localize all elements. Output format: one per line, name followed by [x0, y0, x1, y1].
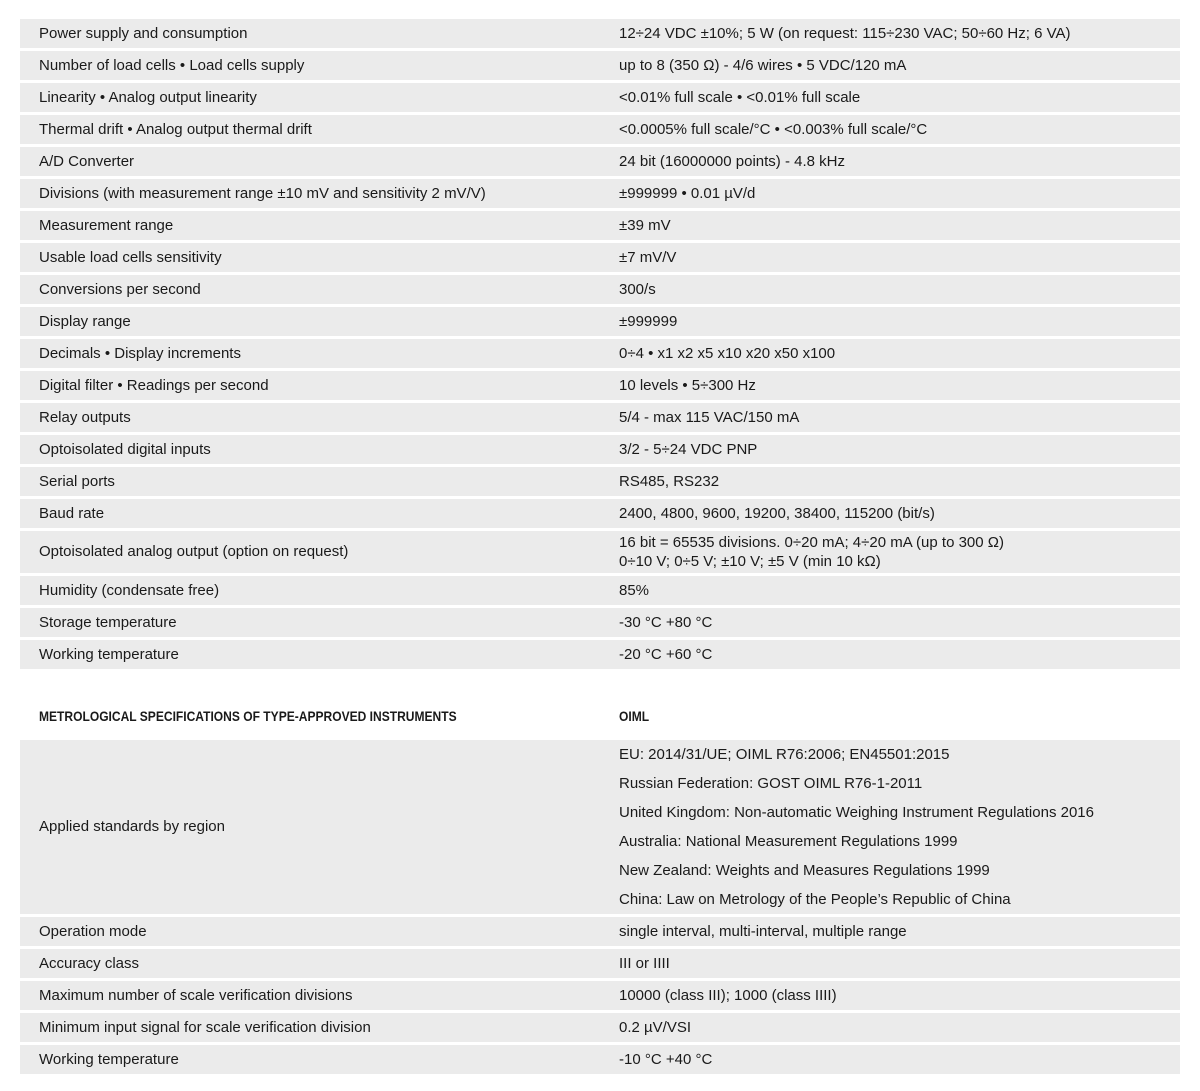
table-row [20, 435, 1180, 467]
spec-value-line: EU: 2014/31/UE; OIML R76:2006; EN45501:2015 [619, 746, 950, 763]
spec-label: Minimum input signal for scale verification division [39, 1018, 371, 1036]
table-row [20, 211, 1180, 243]
spec-value [600, 505, 1180, 523]
spec-value-line: 85% [619, 581, 650, 599]
spec-value-line: single interval, multi-interval, multiple range [619, 922, 907, 940]
spec-value [600, 987, 1180, 1005]
spec-label: Number of load cells • Load cells supply [39, 56, 305, 74]
spec-value [600, 955, 1180, 973]
spec-label: Digital filter • Readings per second [39, 376, 269, 394]
spec-label: Relay outputs [39, 408, 131, 426]
table-row [20, 1045, 1180, 1077]
table-row [20, 576, 1180, 608]
spec-value [600, 740, 1180, 914]
table-row [20, 243, 1180, 275]
spec-value-line: ±999999 • 0.01 µV/d [619, 184, 756, 202]
table-row [20, 467, 1180, 499]
spec-value [600, 313, 1180, 331]
spec-value [600, 217, 1180, 235]
spec-value [600, 409, 1180, 427]
spec-value [600, 57, 1180, 75]
spec-value-line: 12÷24 VDC ±10%; 5 W (on request: 115÷230 VAC; 50÷60 Hz; 6 VA) [619, 24, 1071, 42]
spec-value [600, 345, 1180, 363]
spec-label: Conversions per second [39, 280, 201, 298]
spec-value-line: ±999999 [619, 312, 678, 330]
spec-value-line: 24 bit (16000000 points) - 4.8 kHz [619, 152, 845, 170]
spec-value-line: III or IIII [619, 954, 670, 972]
spec-label: Power supply and consumption [39, 24, 248, 42]
spec-value-line: 2400, 4800, 9600, 19200, 38400, 115200 (bit/s) [619, 504, 935, 522]
table-row [20, 608, 1180, 640]
spec-label: Linearity • Analog output linearity [39, 88, 257, 106]
table-row [20, 147, 1180, 179]
table-row [20, 83, 1180, 115]
table-row [20, 740, 1180, 917]
table-row [20, 275, 1180, 307]
spec-label: Humidity (condensate free) [39, 581, 220, 599]
metrological-specs-table [20, 740, 1180, 1077]
spec-value-line: 0÷10 V; 0÷5 V; ±10 V; ±5 V (min 10 kΩ) [619, 553, 881, 570]
spec-value [600, 923, 1180, 941]
spec-value-line: New Zealand: Weights and Measures Regulations 1999 [619, 862, 990, 879]
metrological-header [20, 703, 1180, 731]
spec-value [600, 582, 1180, 600]
spec-value [600, 1051, 1180, 1069]
spec-value-line: RS485, RS232 [619, 472, 720, 490]
spec-label: Working temperature [39, 645, 179, 663]
metrological-heading-right: OIML [619, 708, 650, 724]
spec-value-line: Australia: National Measurement Regulations 1999 [619, 833, 958, 850]
spec-value [600, 153, 1180, 171]
table-row [20, 179, 1180, 211]
spec-value-line: 300/s [619, 280, 656, 298]
table-row [20, 531, 1180, 576]
spec-value-line: -30 °C +80 °C [619, 613, 713, 631]
spec-value-line: Russian Federation: GOST OIML R76-1-2011 [619, 775, 923, 792]
spec-value [600, 614, 1180, 632]
table-row [20, 640, 1180, 672]
spec-value [600, 646, 1180, 664]
spec-value-line: 10000 (class III); 1000 (class IIII) [619, 986, 837, 1004]
spec-value [600, 1019, 1180, 1037]
spec-value [600, 533, 1180, 571]
spec-value-line: 5/4 - max 115 VAC/150 mA [619, 408, 800, 426]
spec-label: Thermal drift • Analog output thermal drift [39, 120, 312, 138]
spec-value-line: 3/2 - 5÷24 VDC PNP [619, 440, 758, 458]
spec-value-line: United Kingdom: Non-automatic Weighing Instrument Regulations 2016 [619, 804, 1094, 821]
table-row [20, 499, 1180, 531]
spec-value [600, 473, 1180, 491]
spec-label: Baud rate [39, 504, 105, 522]
spec-label: Operation mode [39, 922, 147, 940]
table-row [20, 981, 1180, 1013]
spec-value-line: -20 °C +60 °C [619, 645, 713, 663]
spec-value [600, 185, 1180, 203]
spec-label: Measurement range [39, 216, 174, 234]
spec-label: Maximum number of scale verification divisions [39, 986, 353, 1004]
spec-value-line: China: Law on Metrology of the People’s Republic of China [619, 891, 1011, 908]
spec-value [600, 25, 1180, 43]
spec-value [600, 121, 1180, 139]
spec-value [600, 377, 1180, 395]
spec-value-line: ±7 mV/V [619, 248, 677, 266]
spec-value-line: 0÷4 • x1 x2 x5 x10 x20 x50 x100 [619, 344, 836, 362]
spec-label: Working temperature [39, 1050, 179, 1068]
spec-label: Divisions (with measurement range ±10 mV and sensitivity 2 mV/V) [39, 184, 486, 202]
table-row [20, 1013, 1180, 1045]
metrological-heading: METROLOGICAL SPECIFICATIONS OF TYPE-APPROVED INSTRUMENTS [39, 708, 457, 724]
spec-label: Display range [39, 312, 131, 330]
table-row [20, 51, 1180, 83]
spec-value [600, 249, 1180, 267]
spec-value [600, 441, 1180, 459]
spec-value-line: ±39 mV [619, 216, 671, 234]
table-row [20, 339, 1180, 371]
spec-value-line: 0.2 µV/VSI [619, 1018, 692, 1036]
spec-value [600, 281, 1180, 299]
spec-value [600, 89, 1180, 107]
spec-label: Accuracy class [39, 954, 140, 972]
table-row [20, 371, 1180, 403]
spec-label: A/D Converter [39, 152, 135, 170]
spec-label: Applied standards by region [39, 818, 225, 835]
table-row [20, 307, 1180, 339]
technical-specs-table [20, 19, 1180, 672]
spec-label: Serial ports [39, 472, 115, 490]
table-row [20, 949, 1180, 981]
spec-value-line: -10 °C +40 °C [619, 1050, 713, 1068]
spec-label: Storage temperature [39, 613, 177, 631]
table-row [20, 19, 1180, 51]
table-row [20, 917, 1180, 949]
spec-value-line: 16 bit = 65535 divisions. 0÷20 mA; 4÷20 mA (up to 300 Ω) [619, 534, 1004, 551]
spec-label: Usable load cells sensitivity [39, 248, 222, 266]
table-row [20, 403, 1180, 435]
spec-label: Optoisolated analog output (option on request) [39, 543, 349, 560]
spec-value-line: up to 8 (350 Ω) - 4/6 wires • 5 VDC/120 mA [619, 56, 907, 74]
spec-value-line: 10 levels • 5÷300 Hz [619, 376, 756, 394]
spec-value-line: <0.01% full scale • <0.01% full scale [619, 88, 861, 106]
spec-value-line: <0.0005% full scale/°C • <0.003% full scale/°C [619, 120, 928, 138]
table-row [20, 115, 1180, 147]
spec-label: Decimals • Display increments [39, 344, 241, 362]
spec-label: Optoisolated digital inputs [39, 440, 211, 458]
